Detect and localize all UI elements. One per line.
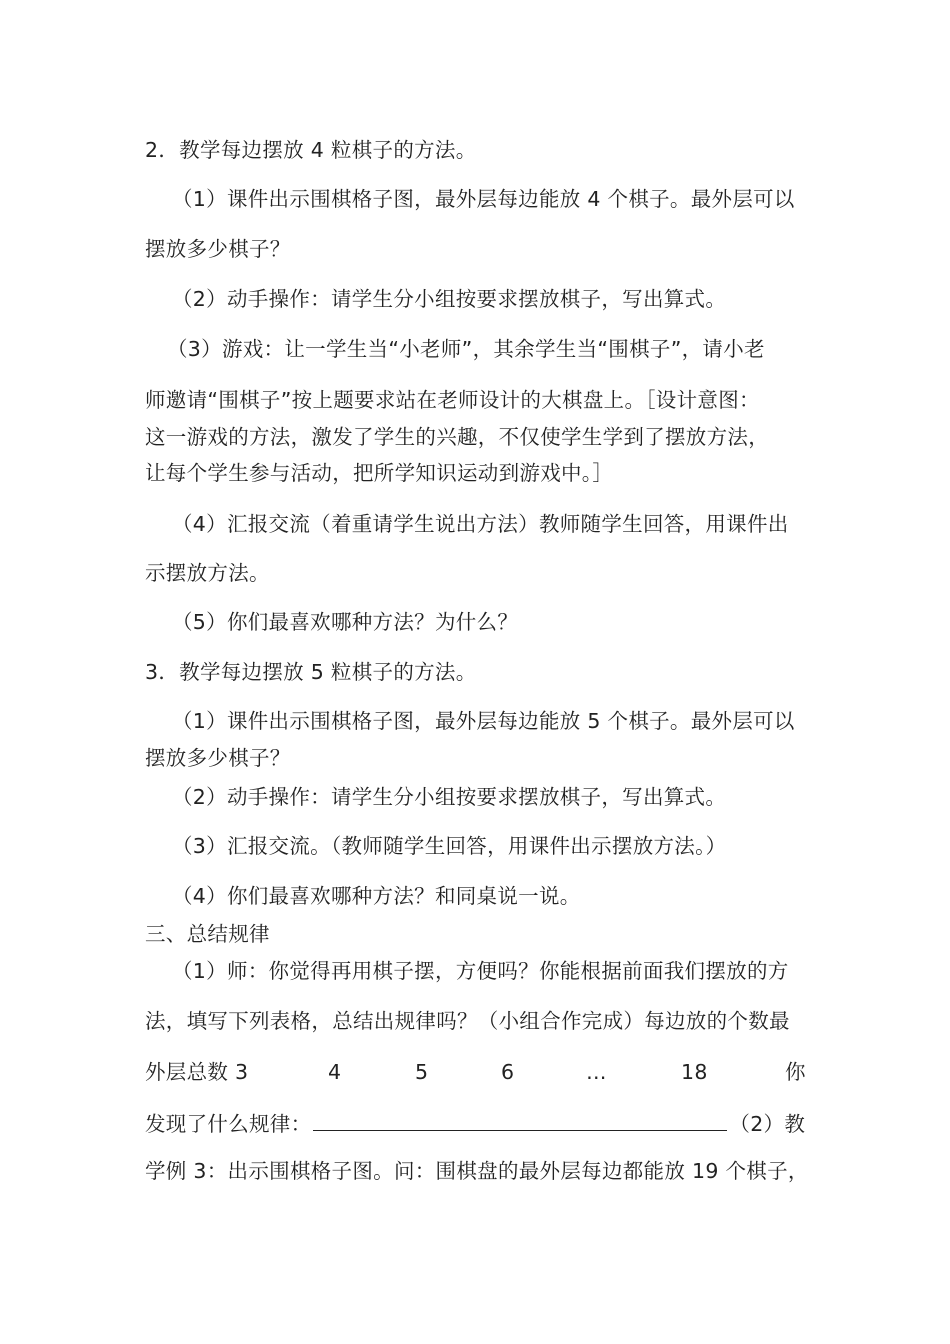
- section-heading-summary: 三、总结规律: [145, 922, 270, 946]
- paragraph-line: （3）汇报交流。（教师随学生回答，用课件出示摆放方法。）: [172, 834, 727, 858]
- paragraph-line: （1）课件出示围棋格子图，最外层每边能放 4 个棋子。最外层可以: [172, 187, 795, 211]
- fill-in-trail: （2）教: [729, 1112, 806, 1136]
- table-row: [145, 1059, 805, 1085]
- paragraph-line: 摆放多少棋子？: [145, 237, 291, 261]
- paragraph-line: 学例 3：出示围棋格子图。问：围棋盘的最外层每边都能放 19 个棋子，: [145, 1159, 809, 1183]
- paragraph-line: 师邀请“围棋子”按上题要求站在老师设计的大棋盘上。［设计意图：: [145, 388, 760, 412]
- table-cell: 5: [415, 1060, 429, 1084]
- paragraph-line: （3）游戏：让一学生当“小老师”，其余学生当“围棋子”，请小老: [167, 337, 765, 361]
- paragraph-line: （2）动手操作：请学生分小组按要求摆放棋子，写出算式。: [172, 785, 727, 809]
- paragraph-line: （4）汇报交流（着重请学生说出方法）教师随学生回答，用课件出: [172, 512, 789, 536]
- table-row-trail: 你: [785, 1060, 806, 1084]
- paragraph-line: （1）课件出示围棋格子图，最外层每边能放 5 个棋子。最外层可以: [172, 709, 795, 733]
- paragraph-line: 摆放多少棋子？: [145, 746, 291, 770]
- answer-blank[interactable]: [313, 1108, 727, 1131]
- paragraph-line: 示摆放方法。: [145, 561, 270, 585]
- fill-in-prompt: 发现了什么规律：: [145, 1112, 312, 1136]
- table-cell: 18: [681, 1060, 708, 1084]
- fill-in-line: [145, 1108, 805, 1137]
- paragraph-line: 这一游戏的方法，激发了学生的兴趣，不仅使学生学到了摆放方法，: [145, 425, 769, 449]
- paragraph-line: 让每个学生参与活动，把所学知识运动到游戏中。］: [145, 461, 614, 485]
- paragraph-line: 法，填写下列表格，总结出规律吗？（小组合作完成）每边放的个数最: [145, 1009, 790, 1033]
- paragraph-line: （1）师：你觉得再用棋子摆，方便吗？你能根据前面我们摆放的方: [172, 959, 789, 983]
- table-cell: …: [586, 1060, 607, 1084]
- table-cell: 4: [328, 1060, 342, 1084]
- section-heading-3: 3．教学每边摆放 5 粒棋子的方法。: [145, 660, 477, 684]
- paragraph-line: （5）你们最喜欢哪种方法？为什么？: [172, 610, 519, 634]
- paragraph-line: （4）你们最喜欢哪种方法？和同桌说一说。: [172, 884, 581, 908]
- section-heading-2: 2．教学每边摆放 4 粒棋子的方法。: [145, 138, 477, 162]
- table-cell: 6: [501, 1060, 515, 1084]
- table-row-label: 外层总数 3: [145, 1060, 249, 1084]
- paragraph-line: （2）动手操作：请学生分小组按要求摆放棋子，写出算式。: [172, 287, 727, 311]
